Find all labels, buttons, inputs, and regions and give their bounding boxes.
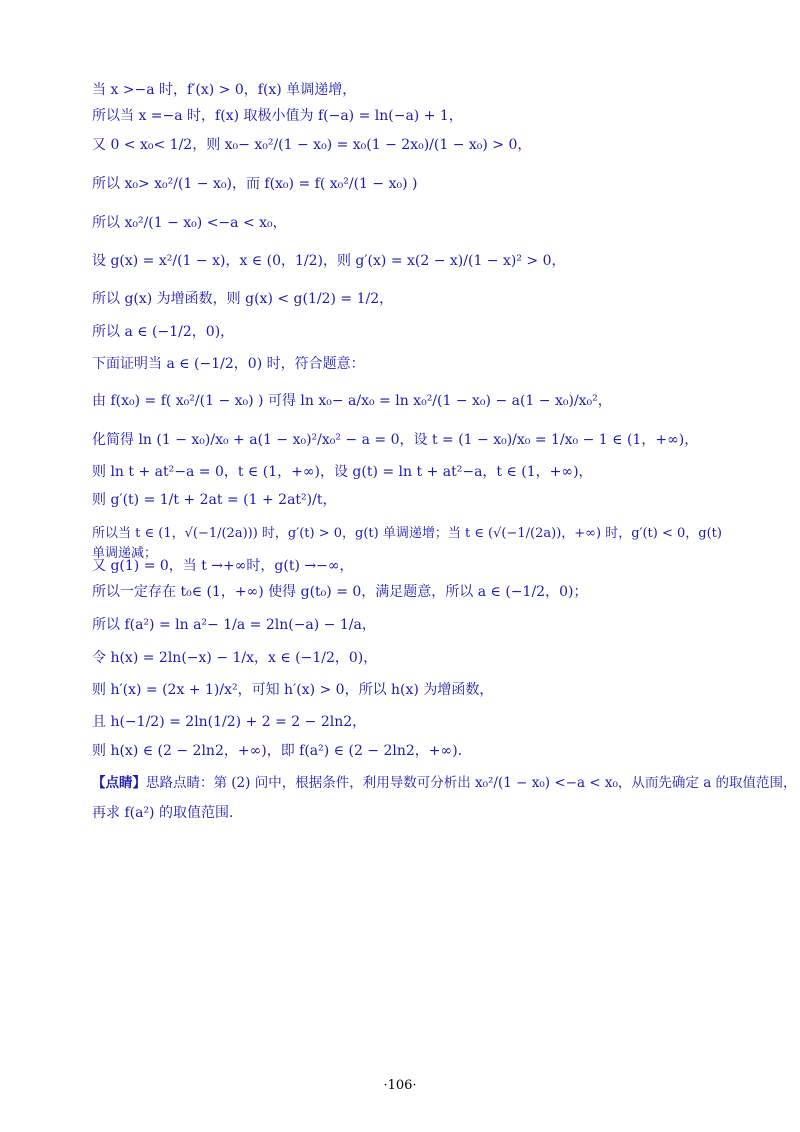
comment-line — [92, 773, 797, 793]
text-line: 则 h′(x) = (2x + 1)/x²，可知 h′(x) > 0，所以 h(x) 为增函数， — [92, 682, 494, 698]
comment-line-2: 再求 f(a²) 的取值范围． — [92, 805, 243, 821]
text-line: 所以当 x =−a 时，f(x) 取极小值为 f(−a) = ln(−a) + 1， — [92, 108, 463, 124]
text-line: 所以一定存在 t₀∈ (1，+∞) 使得 g(t₀) = 0，满足题意，所以 a ∈ (−1/2，0)； — [92, 584, 588, 600]
text-line: 设 g(x) = x²/(1 − x)，x ∈ (0，1/2)，则 g′(x) = x(2 − x)/(1 − x)² > 0， — [92, 253, 566, 269]
text-line: 由 f(x₀) = f( x₀²/(1 − x₀) ) 可得 ln x₀− a/x₀ = ln x₀²/(1 − x₀) − a(1 − x₀)/x₀²， — [92, 393, 612, 409]
page-number: ·106· — [383, 1078, 417, 1093]
text-line: 所以 x₀> x₀²/(1 − x₀)，而 f(x₀) = f( x₀²/(1 − x₀) ) — [92, 176, 418, 192]
text-line: 则 ln t + at²−a = 0，t ∈ (1，+∞)，设 g(t) = ln t + at²−a，t ∈ (1，+∞)， — [92, 464, 593, 480]
text-line: 所以 a ∈ (−1/2，0)， — [92, 324, 235, 340]
text-line: 所以 x₀²/(1 − x₀) <−a < x₀， — [92, 215, 287, 231]
comment-text: 思路点睛：第 (2) 问中，根据条件，利用导数可分析出 x₀²/(1 − x₀) <−a < x₀，从而先确定 a 的取值范围， — [146, 775, 797, 791]
text-line: 所以 g(x) 为增函数，则 g(x) < g(1/2) = 1/2， — [92, 291, 394, 307]
comment-tag: 【点睛】 — [92, 775, 146, 791]
text-line: 所以当 t ∈ (1，√(−1/(2a))) 时，g′(t) > 0，g(t) 单调递增；当 t ∈ (√(−1/(2a))，+∞) 时，g′(t) < 0，g(t) 单调递减； — [92, 526, 722, 561]
text-line: 又 0 < x₀< 1/2，则 x₀− x₀²/(1 − x₀) = x₀(1 − 2x₀)/(1 − x₀) > 0， — [92, 137, 532, 153]
text-line: 下面证明当 a ∈ (−1/2，0) 时，符合题意： — [92, 356, 365, 372]
text-line: 所以 f(a²) = ln a²− 1/a = 2ln(−a) − 1/a， — [92, 617, 376, 633]
text-line: 又 g(1) = 0，当 t →+∞时，g(t) →−∞， — [92, 558, 354, 574]
text-line: 且 h(−1/2) = 2ln(1/2) + 2 = 2 − 2ln2， — [92, 714, 367, 730]
text-line: 则 g′(t) = 1/t + 2at = (1 + 2at²)/t， — [92, 492, 337, 508]
text-line: 令 h(x) = 2ln(−x) − 1/x，x ∈ (−1/2，0)， — [92, 650, 378, 666]
text-line: 当 x >−a 时，f′(x) > 0，f(x) 单调递增， — [92, 82, 357, 98]
text-line: 则 h(x) ∈ (2 − 2ln2，+∞)，即 f(a²) ∈ (2 − 2ln2，+∞)． — [92, 743, 472, 759]
text-line: 化简得 ln (1 − x₀)/x₀ + a(1 − x₀)²/x₀² − a = 0，设 t = (1 − x₀)/x₀ = 1/x₀ − 1 ∈ (1，+∞)， — [92, 432, 699, 448]
